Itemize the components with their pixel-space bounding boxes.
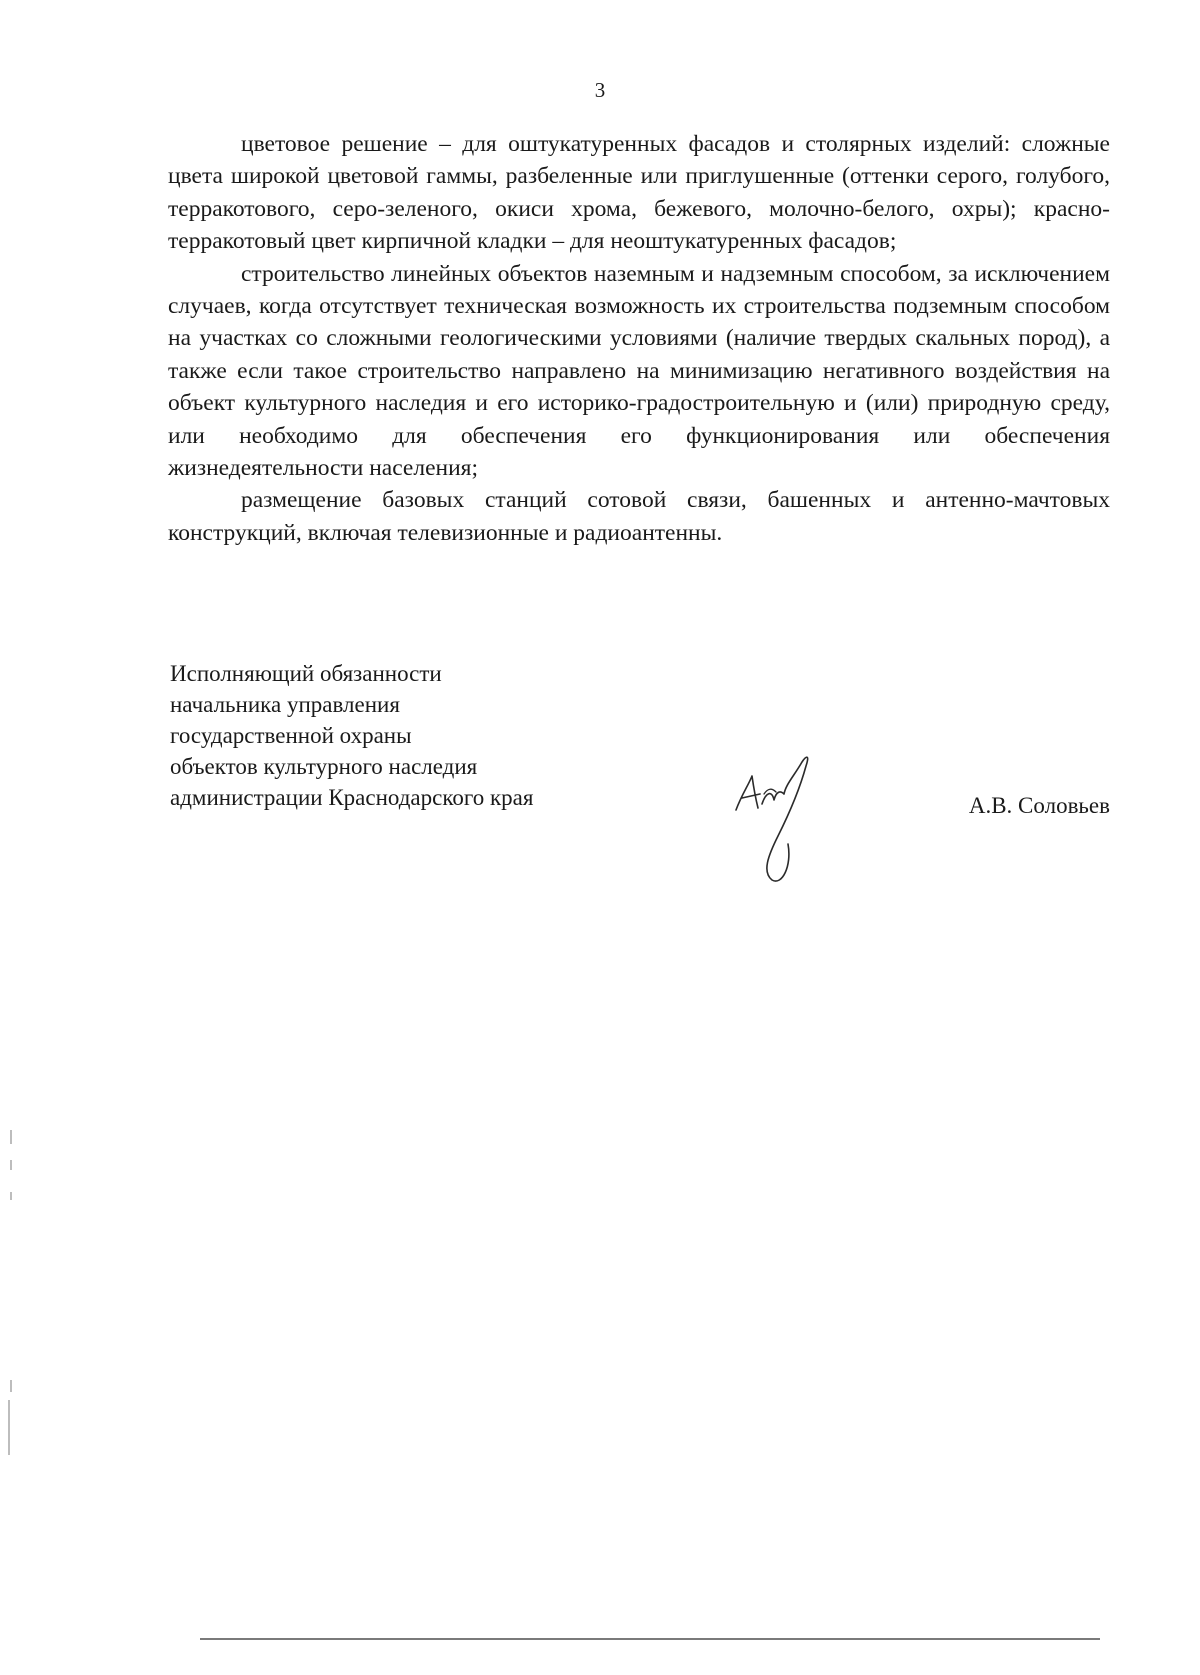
handwritten-signature bbox=[732, 748, 822, 898]
scan-artifact bbox=[10, 1130, 12, 1144]
scan-artifact bbox=[10, 1380, 12, 1392]
position-line: начальника управления bbox=[170, 692, 400, 717]
paragraph-color-scheme: цветовое решение – для оштукатуренных фасадов и столярных изделий: сложные цвета широкой цветовой гаммы, разбеленные или приглушенные (оттенки серого, голубого, терракотового, серо-зеленого, окиси хрома, бежевого, молочно-белого, охры); красно-терракотовый цвет кирпичной кладки – для неоштукатуренных фасадов; bbox=[168, 131, 1110, 255]
paragraph-base-stations: размещение базовых станций сотовой связи, башенных и антенно-мачтовых конструкций, включая телевизионные и радиоантенны. bbox=[168, 487, 1110, 546]
position-line: Исполняющий обязанности bbox=[170, 661, 442, 686]
position-line: администрации Краснодарского края bbox=[170, 785, 534, 810]
position-line: государственной охраны bbox=[170, 723, 412, 748]
document-body bbox=[168, 128, 1110, 549]
signatory-name: А.В. Соловьев bbox=[968, 793, 1110, 818]
position-line: объектов культурного наследия bbox=[170, 754, 478, 779]
page-number: 3 bbox=[594, 78, 606, 102]
scan-artifact bbox=[10, 1160, 12, 1170]
signatory-position bbox=[170, 658, 533, 813]
scan-artifact bbox=[8, 1400, 10, 1455]
scan-artifact bbox=[10, 1192, 12, 1200]
footer-rule bbox=[200, 1638, 1100, 1640]
paragraph-linear-objects: строительство линейных объектов наземным и надземным способом, за исключением случаев, когда отсутствует техническая возможность их строительства подземным способом на участках со сложными геологическими условиями (наличие твердых скальных пород), а также если такое строительство направлено на минимизацию негативного воздействия на объект культурного наследия и его историко-градостроительную и (или) природную среду, или необходимо для обеспечения его функционирования или обеспечения жизнедеятельности населения; bbox=[168, 260, 1110, 482]
